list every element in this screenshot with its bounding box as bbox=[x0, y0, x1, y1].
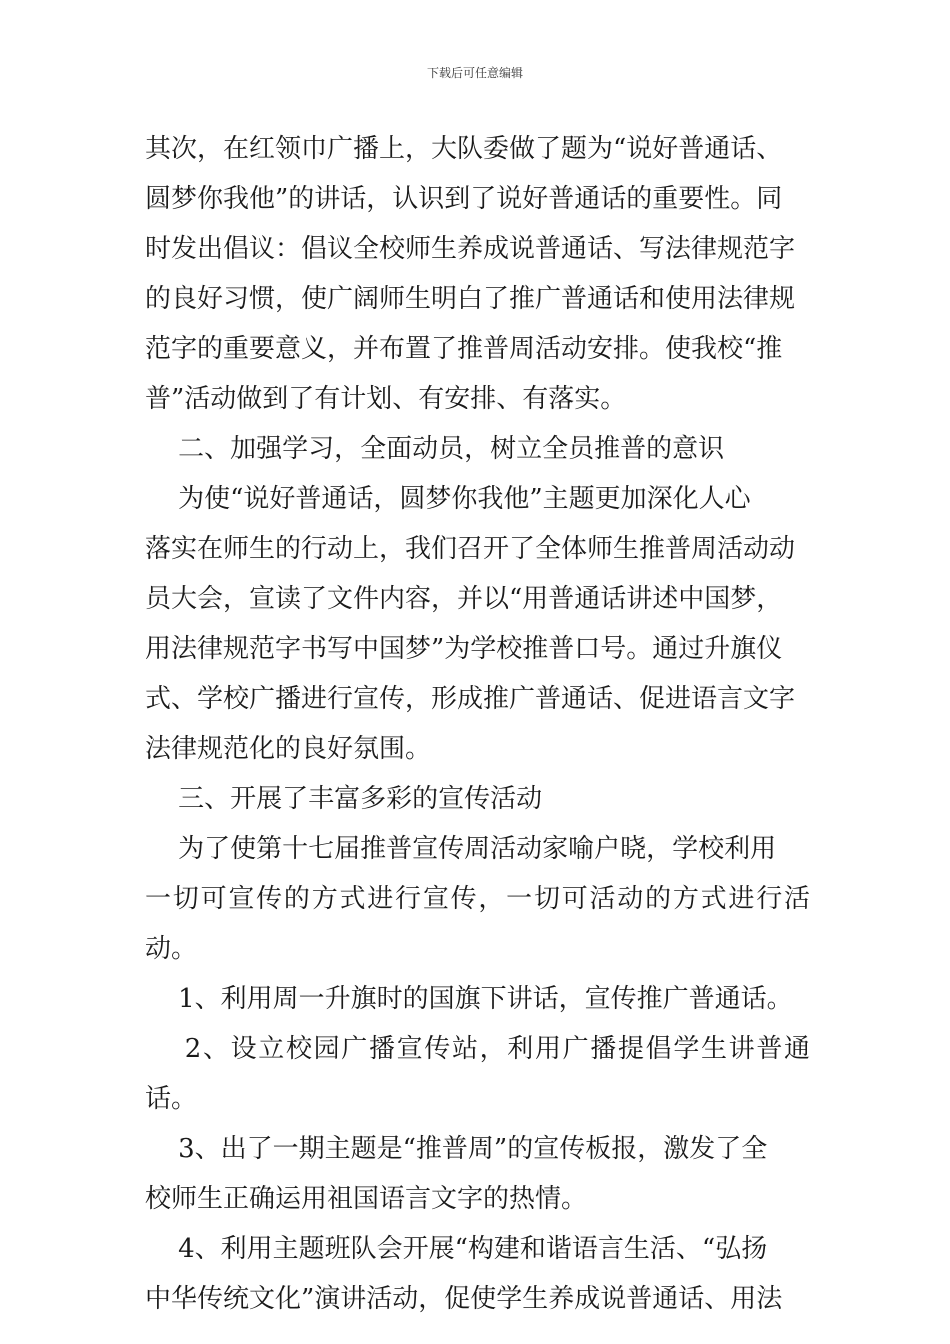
page-header: 下载后可任意编辑 bbox=[426, 66, 523, 80]
list-item-1: 1、利用周一升旗时的国旗下讲话，宣传推广普通话。 bbox=[145, 984, 793, 1014]
heading-section-three: 三、开展了丰富多彩的宣传活动 bbox=[145, 784, 543, 814]
list-item-4: 4、利用主题班队会开展“构建和谐语言生活、“弘扬 中华传统文化”演讲活动，促使学生养成说普通话、用法 bbox=[145, 1234, 783, 1314]
paragraph-publicity: 为了使第十七届推普宣传周活动家喻户晓，学校利用 一切可宣传的方式进行宣传，一切可活动的方式进行活动。 bbox=[145, 834, 810, 964]
list-item-2: 2、设立校园广播宣传站，利用广播提倡学生讲普通话。 bbox=[145, 1034, 810, 1114]
heading-section-two: 二、加强学习，全面动员，树立全员推普的意识 bbox=[145, 434, 725, 464]
list-item-3: 3、出了一期主题是“推普周”的宣传板报，激发了全 校师生正确运用祖国语言文字的热情。 bbox=[145, 1134, 768, 1214]
paragraph-broadcast: 其次，在红领巾广播上，大队委做了题为“说好普通话、 圆梦你我他”的讲话，认识到了说好普通话的重要性。同 时发出倡议：倡议全校师生养成说普通话、写法律规范字 的良好习惯，使广阔师生明白了推广普通话和使用法律规 范字的重要意义，并布置了推普周活动安排。使我校“推 普”活动做到了有计划、有安排、有落实。 bbox=[145, 134, 796, 414]
paragraph-mobilization: 为使“说好普通话，圆梦你我他”主题更加深化人心 落实在师生的行动上，我们召开了全体师生推普周活动动 员大会，宣读了文件内容，并以“用普通话讲述中国梦， 用法律规范字书写中国梦”为学校推普口号。通过升旗仪 式、学校广播进行宣传，形成推广普通话、促进语言文字 法律规范化的良好氛围。 bbox=[145, 484, 796, 764]
document-body bbox=[145, 124, 810, 1324]
